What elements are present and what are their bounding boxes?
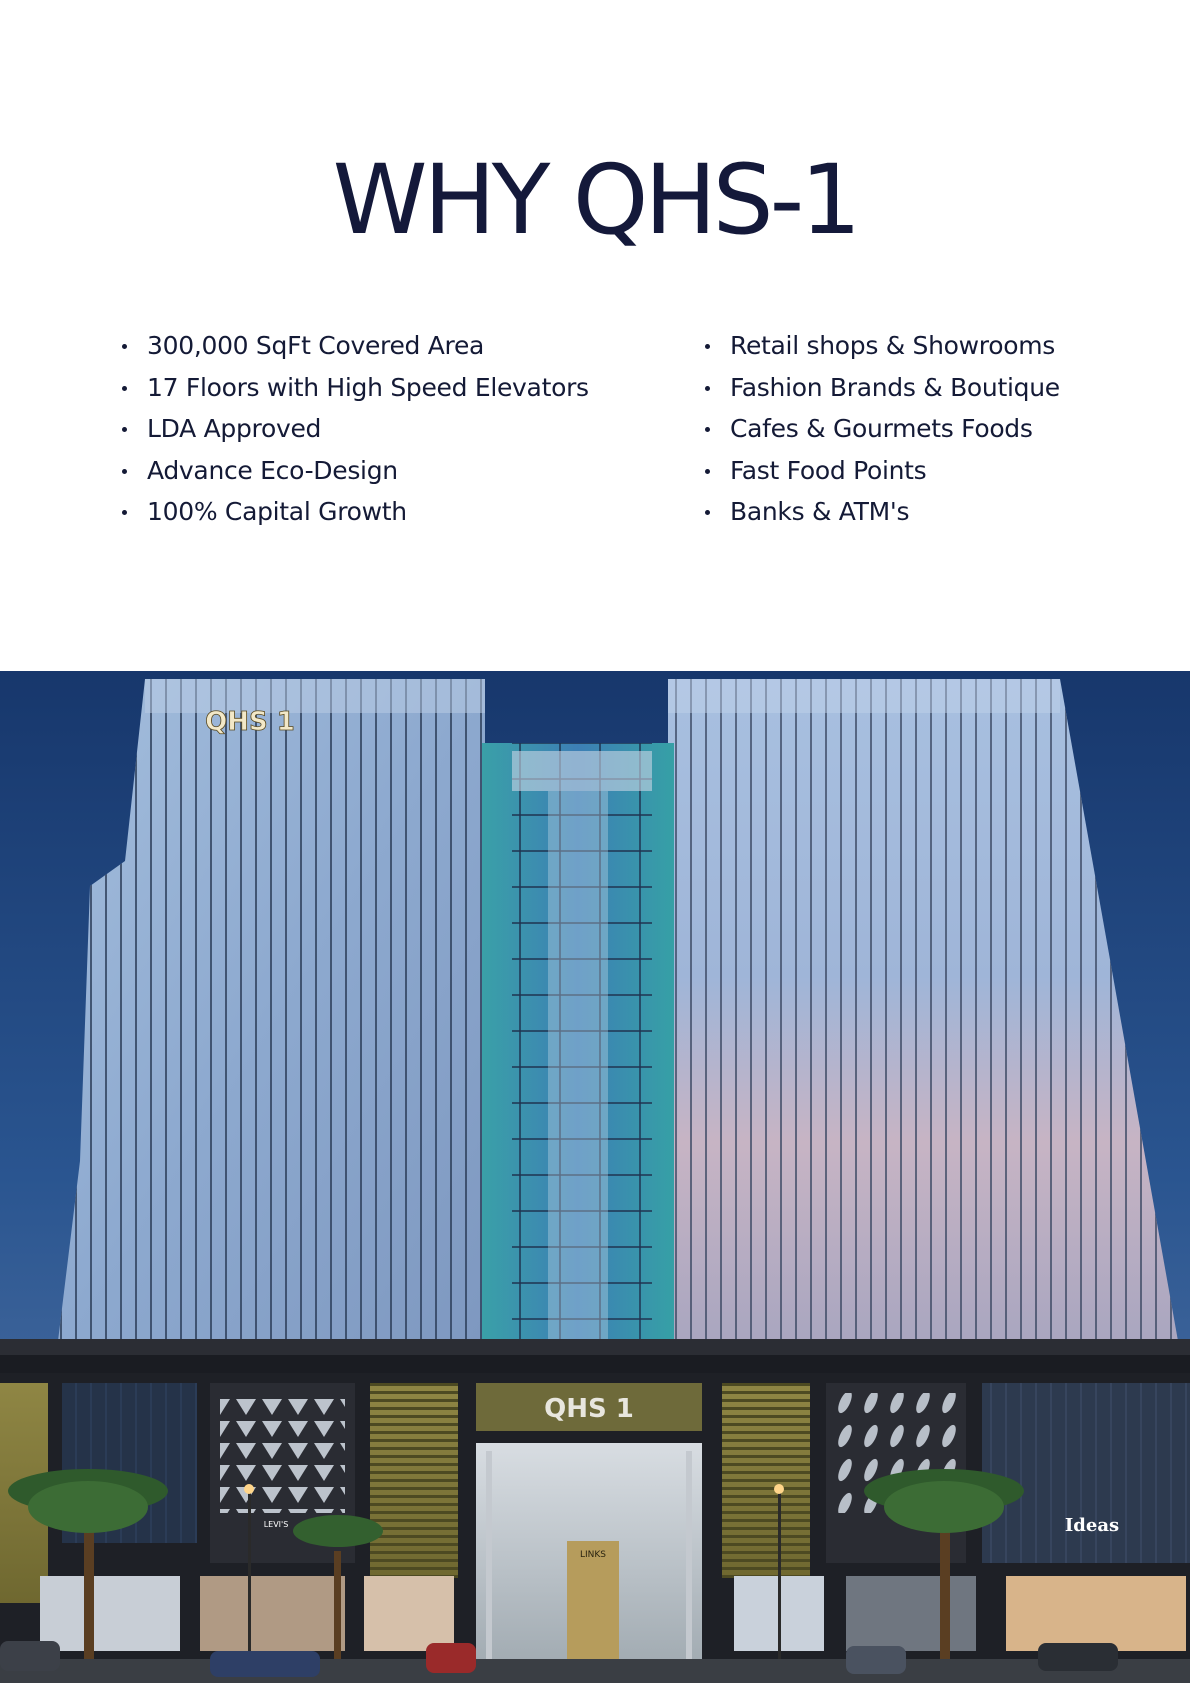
street bbox=[0, 1659, 1190, 1683]
feature-item: 300,000 SqFt Covered Area bbox=[120, 325, 589, 367]
entrance-store-sign: LINKS bbox=[579, 1550, 607, 1560]
features-list-right bbox=[703, 325, 1060, 533]
tower-sign: QHS 1 bbox=[205, 707, 295, 737]
building-photo bbox=[0, 671, 1190, 1683]
feature-item: Advance Eco-Design bbox=[120, 450, 589, 492]
feature-item: Cafes & Gourmets Foods bbox=[703, 408, 1060, 450]
shop-sign-ideas: Ideas bbox=[1064, 1515, 1120, 1536]
feature-item: LDA Approved bbox=[120, 408, 589, 450]
feature-item: Banks & ATM's bbox=[703, 491, 1060, 533]
shop-sign-levis: LEVI'S bbox=[263, 1520, 289, 1529]
feature-item: Fashion Brands & Boutique bbox=[703, 367, 1060, 409]
page-title: WHY QHS-1 bbox=[332, 144, 858, 257]
feature-item: Retail shops & Showrooms bbox=[703, 325, 1060, 367]
feature-item: 17 Floors with High Speed Elevators bbox=[120, 367, 589, 409]
feature-item: Fast Food Points bbox=[703, 450, 1060, 492]
feature-item: 100% Capital Growth bbox=[120, 491, 589, 533]
entrance-sign: QHS 1 bbox=[544, 1394, 634, 1424]
features-list-left bbox=[120, 325, 589, 533]
